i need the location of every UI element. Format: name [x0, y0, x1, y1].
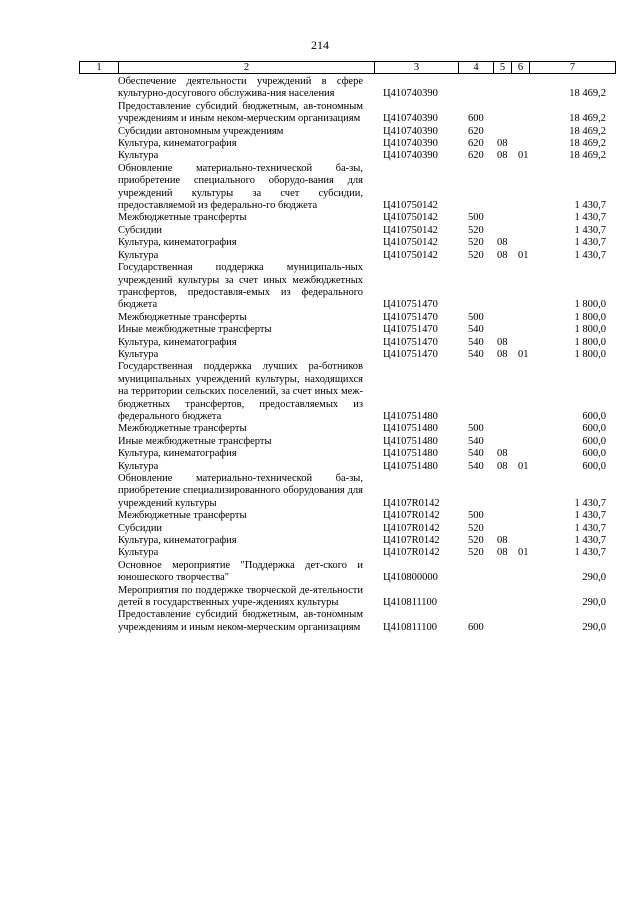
row-name: Предоставление субсидий бюджетным, ав-тономным учреждениям и иным неком-мерческим организациям	[118, 609, 363, 633]
row-amount: 1 430,7	[574, 237, 606, 249]
row-section: 08	[497, 138, 508, 150]
row-name: Культура, кинематография	[118, 448, 237, 460]
row-expense-type: 540	[468, 348, 484, 360]
row-target-code: Ц410740390	[383, 88, 438, 100]
row-subsection: 01	[518, 249, 529, 261]
row-name: Иные межбюджетные трансферты	[118, 435, 272, 447]
table-row	[0, 312, 640, 324]
row-section: 08	[497, 336, 508, 348]
row-name: Культура	[118, 348, 159, 360]
column-header-2: 2	[118, 62, 374, 73]
column-header-3: 3	[374, 62, 458, 73]
table-row	[0, 609, 640, 634]
row-target-code: Ц410740390	[383, 138, 438, 150]
row-section: 08	[497, 348, 508, 360]
row-name: Обновление материально-технической ба-зы, приобретение специального оборудо-вания для учреждений культуры за счет субсидии, предоставляемой из федерально-го бюджета	[118, 162, 363, 212]
row-target-code: Ц410751480	[383, 410, 438, 422]
row-subsection: 01	[518, 547, 529, 559]
row-section: 08	[497, 448, 508, 460]
row-name: Культура	[118, 460, 159, 472]
row-amount: 600,0	[582, 460, 606, 472]
table-body	[0, 76, 640, 634]
table-row	[0, 510, 640, 522]
row-name: Субсидии	[118, 522, 163, 534]
row-subsection: 01	[518, 150, 529, 162]
table-header	[79, 61, 616, 74]
row-target-code: Ц410750142	[383, 249, 438, 261]
table-row	[0, 138, 640, 150]
table-row	[0, 76, 640, 101]
row-expense-type: 540	[468, 435, 484, 447]
table-row	[0, 212, 640, 224]
row-amount: 1 430,7	[574, 212, 606, 224]
row-section: 08	[497, 460, 508, 472]
table-row	[0, 535, 640, 547]
table-row	[0, 361, 640, 423]
row-expense-type: 500	[468, 510, 484, 522]
row-amount: 1 430,7	[574, 497, 606, 509]
row-section: 08	[497, 535, 508, 547]
row-amount: 18 469,2	[569, 88, 606, 100]
row-expense-type: 520	[468, 547, 484, 559]
row-amount: 1 430,7	[574, 547, 606, 559]
row-section: 08	[497, 547, 508, 559]
row-expense-type: 620	[468, 138, 484, 150]
row-name: Обновление материально-технической ба-зы, приобретение специализированного оборудования для учреждений культуры	[118, 473, 363, 509]
table-row	[0, 337, 640, 349]
row-name: Государственная поддержка лучших ра-ботников муниципальных учреждений культуры, находящихся на территории сельских поселений, за счет иных меж-бюджетных трансфертов, предоставляемых из федерального бюджета	[118, 361, 363, 422]
row-name: Субсидии автономным учреждениям	[118, 125, 284, 137]
row-target-code: Ц410751470	[383, 299, 438, 311]
row-name: Иные межбюджетные трансферты	[118, 324, 272, 336]
row-amount: 1 800,0	[574, 299, 606, 311]
row-target-code: Ц410811100	[383, 621, 438, 633]
row-name: Мероприятия по поддержке творческой де-ятельности детей в государственных учре-ждениях культуры	[118, 584, 363, 609]
row-name: Межбюджетные трансферты	[118, 212, 247, 224]
row-target-code: Ц410751480	[383, 448, 438, 460]
row-expense-type: 540	[468, 336, 484, 348]
row-amount: 290,0	[582, 572, 606, 584]
row-target-code: Ц4107R0142	[383, 547, 440, 559]
row-amount: 1 430,7	[574, 200, 606, 212]
table-row	[0, 560, 640, 585]
row-amount: 1 430,7	[574, 224, 606, 236]
table-row	[0, 163, 640, 213]
table-row	[0, 324, 640, 336]
column-header-5: 5	[493, 62, 511, 73]
row-name: Межбюджетные трансферты	[118, 510, 247, 522]
row-name: Культура	[118, 547, 159, 559]
row-target-code: Ц410751480	[383, 460, 438, 472]
row-target-code: Ц410811100	[383, 597, 438, 609]
table-row	[0, 237, 640, 249]
row-amount: 1 430,7	[574, 249, 606, 261]
row-target-code: Ц410800000	[383, 572, 438, 584]
row-name: Обеспечение деятельности учреждений в сфере культурно-досугового обслужива-ния населения	[118, 76, 363, 100]
row-expense-type: 520	[468, 224, 484, 236]
table-row	[0, 523, 640, 535]
table-row	[0, 473, 640, 510]
row-amount: 600,0	[582, 410, 606, 422]
row-target-code: Ц4107R0142	[383, 497, 440, 509]
row-name: Культура	[118, 150, 159, 162]
page-number: 214	[311, 38, 329, 52]
column-header-7: 7	[529, 62, 615, 73]
row-amount: 600,0	[582, 423, 606, 435]
table-row	[0, 547, 640, 559]
row-expense-type: 620	[468, 150, 484, 162]
row-expense-type: 500	[468, 423, 484, 435]
row-amount: 18 469,2	[569, 113, 606, 125]
column-header-6: 6	[511, 62, 529, 73]
row-name: Межбюджетные трансферты	[118, 311, 247, 323]
row-expense-type: 520	[468, 237, 484, 249]
table-row	[0, 436, 640, 448]
row-target-code: Ц4107R0142	[383, 510, 440, 522]
row-expense-type: 500	[468, 212, 484, 224]
row-expense-type: 540	[468, 448, 484, 460]
table-row	[0, 461, 640, 473]
row-expense-type: 520	[468, 522, 484, 534]
row-name: Межбюджетные трансферты	[118, 423, 247, 435]
row-name: Культура, кинематография	[118, 237, 237, 249]
row-target-code: Ц410751470	[383, 348, 438, 360]
row-amount: 18 469,2	[569, 125, 606, 137]
row-amount: 1 430,7	[574, 510, 606, 522]
row-target-code: Ц410751470	[383, 336, 438, 348]
table-row	[0, 150, 640, 162]
table-row	[0, 126, 640, 138]
row-amount: 18 469,2	[569, 138, 606, 150]
column-header-1: 1	[96, 62, 102, 73]
row-section: 08	[497, 150, 508, 162]
table-row	[0, 101, 640, 126]
row-amount: 1 800,0	[574, 324, 606, 336]
row-name: Субсидии	[118, 224, 163, 236]
row-expense-type: 600	[468, 113, 484, 125]
row-subsection: 01	[518, 460, 529, 472]
row-amount: 1 430,7	[574, 522, 606, 534]
row-expense-type: 520	[468, 535, 484, 547]
table-row	[0, 250, 640, 262]
row-target-code: Ц410751480	[383, 435, 438, 447]
table-row	[0, 585, 640, 610]
row-expense-type: 540	[468, 324, 484, 336]
table-row	[0, 225, 640, 237]
row-amount: 600,0	[582, 448, 606, 460]
row-subsection: 01	[518, 348, 529, 360]
table-row	[0, 423, 640, 435]
row-expense-type: 520	[468, 249, 484, 261]
row-name: Основное мероприятие "Поддержка дет-ского и юношеского творчества"	[118, 559, 363, 584]
column-header-4: 4	[458, 62, 493, 73]
row-amount: 600,0	[582, 435, 606, 447]
row-target-code: Ц410740390	[383, 125, 438, 137]
row-name: Культура	[118, 249, 159, 261]
row-target-code: Ц410751480	[383, 423, 438, 435]
row-target-code: Ц4107R0142	[383, 535, 440, 547]
table-row	[0, 448, 640, 460]
row-section: 08	[497, 249, 508, 261]
row-expense-type: 540	[468, 460, 484, 472]
row-target-code: Ц410750142	[383, 212, 438, 224]
row-target-code: Ц410751470	[383, 324, 438, 336]
row-amount: 1 800,0	[574, 348, 606, 360]
row-name: Государственная поддержка муниципаль-ных учреждений культуры за счет иных межбюджетных трансфертов, предоставля-емых из федерального бюджета	[118, 262, 363, 311]
row-target-code: Ц410750142	[383, 237, 438, 249]
row-name: Культура, кинематография	[118, 535, 237, 547]
row-name: Предоставление субсидий бюджетным, ав-тономным учреждениям и иным неком-мерческим организациям	[118, 100, 363, 125]
row-amount: 18 469,2	[569, 150, 606, 162]
row-section: 08	[497, 237, 508, 249]
table-row	[0, 349, 640, 361]
row-expense-type: 500	[468, 311, 484, 323]
row-target-code: Ц4107R0142	[383, 522, 440, 534]
row-target-code: Ц410750142	[383, 200, 438, 212]
row-target-code: Ц410750142	[383, 224, 438, 236]
row-name: Культура, кинематография	[118, 138, 237, 150]
table-row	[0, 262, 640, 312]
row-amount: 290,0	[582, 597, 606, 609]
row-amount: 1 430,7	[574, 535, 606, 547]
row-amount: 1 800,0	[574, 311, 606, 323]
row-amount: 290,0	[582, 621, 606, 633]
row-expense-type: 620	[468, 125, 484, 137]
row-amount: 1 800,0	[574, 336, 606, 348]
row-target-code: Ц410751470	[383, 311, 438, 323]
row-name: Культура, кинематография	[118, 336, 237, 348]
row-target-code: Ц410740390	[383, 150, 438, 162]
row-target-code: Ц410740390	[383, 113, 438, 125]
row-expense-type: 600	[468, 621, 484, 633]
